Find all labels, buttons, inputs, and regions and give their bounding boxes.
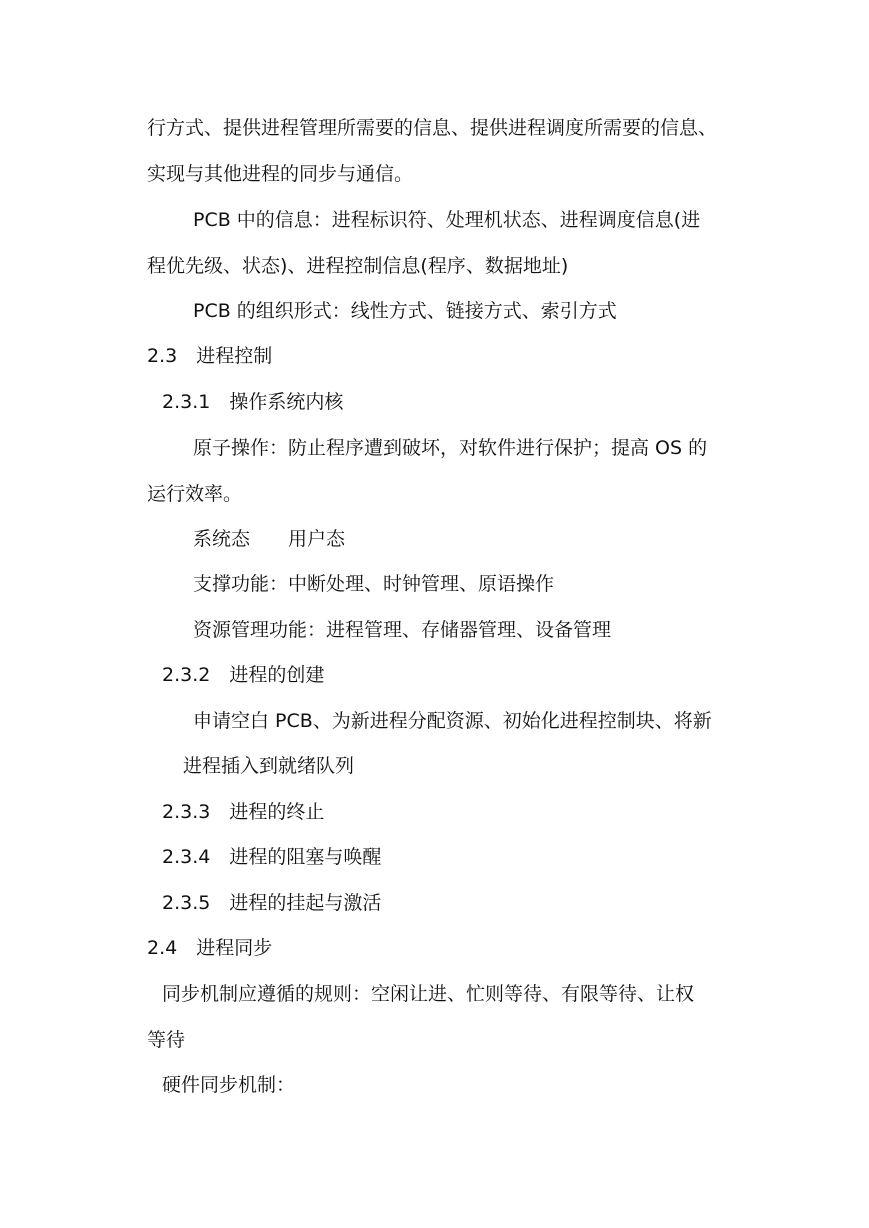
- paragraph-line-3: PCB 中的信息：进程标识符、处理机状态、进程调度信息(进: [193, 209, 701, 231]
- paragraph-line-6: 原子操作：防止程序遭到破坏，对软件进行保护；提高 OS 的: [193, 437, 708, 459]
- paragraph-line-1: 行方式、提供进程管理所需要的信息、提供进程调度所需要的信息、: [147, 117, 718, 139]
- paragraph-line-11: 申请空白 PCB、为新进程分配资源、初始化进程控制块、将新: [193, 710, 712, 732]
- paragraph-line-10: 资源管理功能：进程管理、存储器管理、设备管理: [193, 619, 612, 641]
- paragraph-line-2: 实现与其他进程的同步与通信。: [147, 163, 414, 185]
- paragraph-line-8: 系统态 用户态: [193, 528, 346, 550]
- subsection-heading-2-3-4: 2.3.4 进程的阻塞与唤醒: [162, 846, 382, 868]
- paragraph-line-15: 硬件同步机制：: [162, 1074, 296, 1096]
- section-heading-2-3: 2.3 进程控制: [147, 345, 273, 367]
- paragraph-line-7: 运行效率。: [147, 483, 243, 505]
- subsection-heading-2-3-3: 2.3.3 进程的终止: [162, 801, 325, 823]
- paragraph-line-9: 支撑功能：中断处理、时钟管理、原语操作: [193, 573, 555, 595]
- paragraph-line-12: 进程插入到就绪队列: [183, 755, 355, 777]
- subsection-heading-2-3-1: 2.3.1 操作系统内核: [162, 391, 344, 413]
- section-heading-2-4: 2.4 进程同步: [147, 937, 273, 959]
- subsection-heading-2-3-2: 2.3.2 进程的创建: [162, 664, 325, 686]
- paragraph-line-14: 等待: [147, 1029, 186, 1051]
- paragraph-line-4: 程优先级、状态)、进程控制信息(程序、数据地址): [147, 255, 569, 277]
- paragraph-line-5: PCB 的组织形式：线性方式、链接方式、索引方式: [193, 300, 617, 322]
- subsection-heading-2-3-5: 2.3.5 进程的挂起与激活: [162, 892, 382, 914]
- paragraph-line-13: 同步机制应遵循的规则：空闲让进、忙则等待、有限等待、让权: [162, 983, 695, 1005]
